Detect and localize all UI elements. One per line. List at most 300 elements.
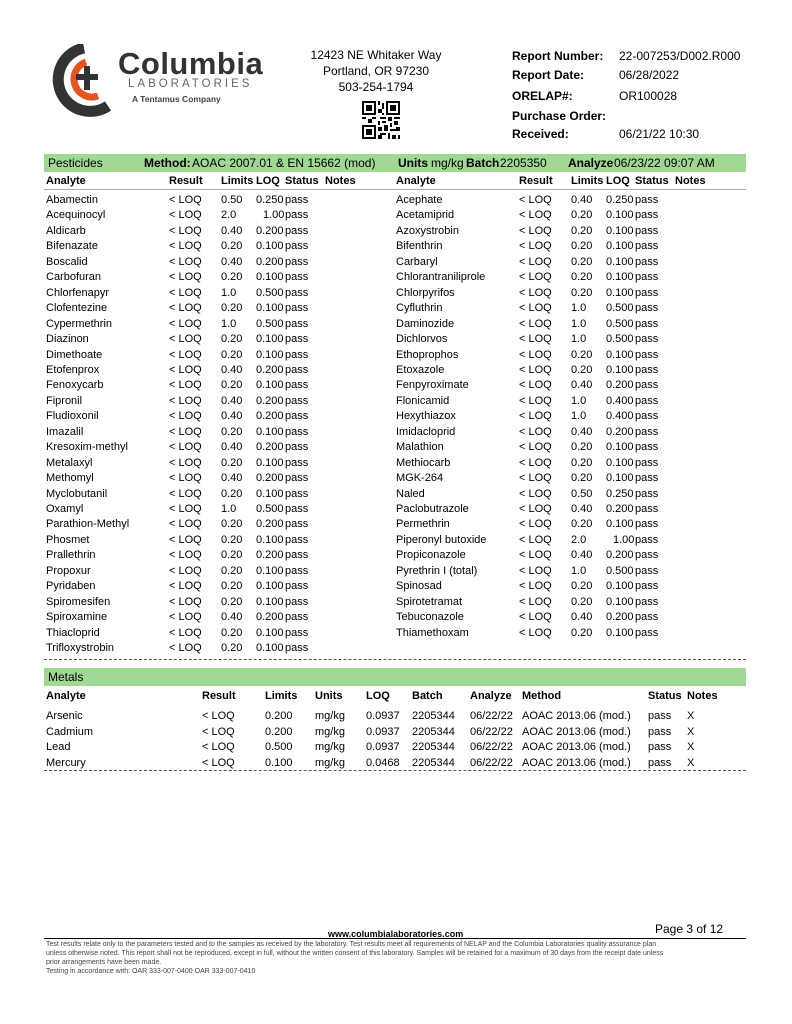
pest-right-loq: 0.500 <box>606 333 634 346</box>
col-status-right: Status <box>635 175 669 187</box>
pest-right-analyte: Etoxazole <box>396 363 445 376</box>
pest-left-status: pass <box>285 580 309 593</box>
pest-right-limits: 0.20 <box>571 580 593 593</box>
metal-status: pass <box>648 725 672 738</box>
address-line1: 12423 NE Whitaker Way <box>310 48 442 62</box>
pest-left-analyte: Propoxur <box>46 564 91 577</box>
pest-right-result: < LOQ <box>519 379 552 392</box>
pest-left-loq: 0.200 <box>256 363 284 376</box>
pest-right-status: pass <box>635 379 659 392</box>
pest-right-analyte: Azoxystrobin <box>396 224 459 237</box>
pest-left-loq: 0.100 <box>256 533 284 546</box>
pest-right-loq: 0.100 <box>606 255 634 268</box>
pest-right-loq: 0.200 <box>606 379 634 392</box>
pest-left-loq: 0.100 <box>256 456 284 469</box>
pest-right-loq: 0.100 <box>606 518 634 531</box>
pest-left-loq: 0.250 <box>256 194 284 206</box>
method-value: AOAC 2007.01 & EN 15662 (mod) <box>192 156 376 170</box>
pest-left-loq: 0.500 <box>256 286 284 299</box>
units-label: Units <box>398 156 428 170</box>
pest-left-limits: 0.40 <box>221 472 243 485</box>
pest-right-analyte: Piperonyl butoxide <box>396 533 487 546</box>
pest-left-limits: 0.20 <box>221 379 243 392</box>
pest-right-loq: 0.250 <box>606 487 634 500</box>
metal-notes: X <box>687 725 695 738</box>
address-line2: Portland, OR 97230 <box>322 64 430 78</box>
pest-left-status: pass <box>285 487 309 500</box>
pest-right-limits: 0.40 <box>571 379 593 392</box>
pest-left-limits: 2.0 <box>221 209 237 222</box>
report-number-label: Report Number: <box>512 49 604 63</box>
metal-result: < LOQ <box>202 756 235 769</box>
pest-left-result: < LOQ <box>169 194 202 206</box>
report-date-label: Report Date: <box>512 68 585 82</box>
pest-right-status: pass <box>635 255 659 268</box>
pest-left-analyte: Aldicarb <box>46 224 86 237</box>
received-date: 06/21/22 10:30 <box>619 127 700 141</box>
metal-units: mg/kg <box>315 756 345 769</box>
pest-right-status: pass <box>635 503 659 515</box>
pest-right-status: pass <box>635 456 659 469</box>
pest-right-result: < LOQ <box>519 209 552 222</box>
metal-method: AOAC 2013.06 (mod.) <box>522 741 631 753</box>
pest-right-limits: 0.20 <box>571 348 593 361</box>
pest-left-result: < LOQ <box>169 240 202 253</box>
metals-col-units: Units <box>315 690 343 702</box>
pest-left-result: < LOQ <box>169 302 202 315</box>
pest-right-status: pass <box>635 410 659 423</box>
pest-right-status: pass <box>635 194 659 206</box>
pest-left-loq: 0.200 <box>256 255 284 268</box>
pest-left-analyte: Spiroxamine <box>46 611 108 624</box>
metal-loq: 0.0937 <box>366 725 400 738</box>
metal-notes: X <box>687 756 695 769</box>
pest-left-limits: 0.20 <box>221 302 243 315</box>
pest-left-analyte: Trifloxystrobin <box>46 642 115 655</box>
pest-right-limits: 0.20 <box>571 441 593 454</box>
pest-left-analyte: Kresoxim-methyl <box>46 441 128 454</box>
pest-right-analyte: Acetamiprid <box>396 209 455 222</box>
pest-right-loq: 0.100 <box>606 456 634 469</box>
pest-right-status: pass <box>635 240 659 253</box>
metal-notes: X <box>687 710 695 722</box>
pest-left-analyte: Parathion-Methyl <box>46 518 130 531</box>
pest-left-analyte: Boscalid <box>46 255 88 268</box>
metal-result: < LOQ <box>202 710 235 722</box>
pest-left-limits: 0.20 <box>221 595 243 608</box>
pest-right-loq: 0.100 <box>606 472 634 485</box>
pest-right-result: < LOQ <box>519 518 552 531</box>
metals-col-result: Result <box>202 690 236 702</box>
pest-left-limits: 0.40 <box>221 441 243 454</box>
pest-left-status: pass <box>285 224 309 237</box>
metal-analyte: Arsenic <box>46 710 83 722</box>
pest-right-loq: 0.100 <box>606 441 634 454</box>
pest-left-analyte: Clofentezine <box>46 302 108 315</box>
pest-right-status: pass <box>635 317 659 330</box>
metals-col-notes: Notes <box>687 690 718 702</box>
pest-right-result: < LOQ <box>519 456 552 469</box>
pest-right-analyte: Flonicamid <box>396 394 450 407</box>
pest-right-loq: 0.200 <box>606 611 634 624</box>
pest-left-result: < LOQ <box>169 255 202 268</box>
pest-left-result: < LOQ <box>169 286 202 299</box>
pest-left-status: pass <box>285 425 309 438</box>
pest-right-limits: 0.50 <box>571 487 593 500</box>
pest-left-status: pass <box>285 271 309 284</box>
metal-units: mg/kg <box>315 725 345 738</box>
metal-method: AOAC 2013.06 (mod.) <box>522 725 631 738</box>
pest-left-analyte: Fipronil <box>46 394 83 407</box>
pest-right-limits: 2.0 <box>571 533 587 546</box>
metals-divider <box>44 770 746 771</box>
pest-left-status: pass <box>285 410 309 423</box>
col-status-left: Status <box>285 175 319 187</box>
pest-right-result: < LOQ <box>519 472 552 485</box>
pest-right-result: < LOQ <box>519 425 552 438</box>
footer-line2: unless otherwise noted. This report shall not be reproduced, except in full, without the written consent of this laboratory. Samples will be retained for a maximum of 30 days from the receipt date unless <box>46 950 664 957</box>
pest-left-status: pass <box>285 611 309 624</box>
metals-col-analyze: Analyze <box>470 690 512 702</box>
pest-left-loq: 0.100 <box>256 302 284 315</box>
pest-left-analyte: Etofenprox <box>46 363 100 376</box>
pest-right-analyte: Spinosad <box>396 580 442 593</box>
pest-right-limits: 0.20 <box>571 456 593 469</box>
pest-left-analyte: Thiacloprid <box>46 626 100 639</box>
pest-left-limits: 0.20 <box>221 425 243 438</box>
pest-left-status: pass <box>285 348 309 361</box>
metal-limits: 0.200 <box>265 725 293 738</box>
pest-right-analyte: Thiamethoxam <box>396 626 469 639</box>
pest-left-status: pass <box>285 626 309 639</box>
pest-left-result: < LOQ <box>169 425 202 438</box>
pest-right-limits: 1.0 <box>571 564 587 577</box>
pest-right-limits: 0.20 <box>571 271 593 284</box>
header-rule <box>44 189 746 190</box>
pest-right-result: < LOQ <box>519 611 552 624</box>
pest-left-result: < LOQ <box>169 441 202 454</box>
pest-left-result: < LOQ <box>169 224 202 237</box>
pest-right-result: < LOQ <box>519 626 552 639</box>
metal-units: mg/kg <box>315 741 345 753</box>
pest-left-loq: 0.100 <box>256 595 284 608</box>
pest-left-result: < LOQ <box>169 611 202 624</box>
metal-analyte: Cadmium <box>46 725 94 738</box>
pest-right-status: pass <box>635 533 659 546</box>
pest-right-result: < LOQ <box>519 487 552 500</box>
metals-col-method: Method <box>522 690 562 702</box>
pest-right-limits: 0.20 <box>571 255 593 268</box>
pest-right-loq: 0.200 <box>606 425 634 438</box>
metal-analyze: 06/22/22 <box>470 756 513 769</box>
pest-left-loq: 0.200 <box>256 394 284 407</box>
metals-title: Metals <box>48 670 84 684</box>
pest-left-result: < LOQ <box>169 642 202 655</box>
metal-loq: 0.0468 <box>366 756 400 769</box>
pest-right-loq: 0.100 <box>606 240 634 253</box>
metal-batch: 2205344 <box>412 710 455 722</box>
received-label: Received: <box>512 127 569 141</box>
pest-left-analyte: Spiromesifen <box>46 595 111 608</box>
pest-right-result: < LOQ <box>519 255 552 268</box>
pest-right-status: pass <box>635 472 659 485</box>
col-limits-left: Limits <box>221 175 254 187</box>
analyze-value: 06/23/22 09:07 AM <box>614 156 715 170</box>
pest-left-analyte: Prallethrin <box>46 549 96 562</box>
pest-left-status: pass <box>285 317 309 330</box>
pest-left-analyte: Fludioxonil <box>46 410 99 423</box>
pest-left-limits: 1.0 <box>221 286 237 299</box>
metal-limits: 0.200 <box>265 710 293 722</box>
pest-left-analyte: Oxamyl <box>46 503 84 515</box>
pest-left-limits: 1.0 <box>221 503 237 515</box>
col-result-left: Result <box>169 175 203 187</box>
pest-right-analyte: Pyrethrin I (total) <box>396 564 478 577</box>
metals-section-bar <box>44 668 746 686</box>
pest-left-result: < LOQ <box>169 487 202 500</box>
pest-right-result: < LOQ <box>519 580 552 593</box>
col-result-right: Result <box>519 175 553 187</box>
pest-right-status: pass <box>635 363 659 376</box>
pest-right-analyte: Paclobutrazole <box>396 503 469 515</box>
pest-left-status: pass <box>285 333 309 346</box>
pest-right-analyte: Chlorpyrifos <box>396 286 455 299</box>
pest-right-analyte: MGK-264 <box>396 472 444 485</box>
pest-right-status: pass <box>635 611 659 624</box>
pest-right-limits: 0.20 <box>571 209 593 222</box>
metal-batch: 2205344 <box>412 741 455 753</box>
pest-left-analyte: Carbofuran <box>46 271 102 284</box>
pest-left-limits: 0.20 <box>221 487 243 500</box>
footer-url[interactable]: www.columbialaboratories.com <box>328 929 464 939</box>
orelap-label: ORELAP#: <box>512 89 573 103</box>
pest-right-limits: 0.20 <box>571 240 593 253</box>
pest-right-loq: 0.100 <box>606 209 634 222</box>
pest-left-limits: 0.20 <box>221 333 243 346</box>
pest-left-analyte: Methomyl <box>46 472 94 485</box>
pest-right-result: < LOQ <box>519 410 552 423</box>
pest-left-analyte: Phosmet <box>46 533 90 546</box>
pest-right-loq: 0.100 <box>606 271 634 284</box>
pest-left-result: < LOQ <box>169 363 202 376</box>
pest-left-limits: 0.20 <box>221 518 243 531</box>
pest-left-result: < LOQ <box>169 348 202 361</box>
pest-right-loq: 0.500 <box>606 302 634 315</box>
metal-units: mg/kg <box>315 710 345 722</box>
pest-right-result: < LOQ <box>519 240 552 253</box>
col-analyte-left: Analyte <box>46 175 86 187</box>
pest-left-result: < LOQ <box>169 533 202 546</box>
tentamus-label: A Tentamus Company <box>132 94 221 104</box>
pest-right-loq: 0.100 <box>606 595 634 608</box>
pest-right-result: < LOQ <box>519 302 552 315</box>
pest-right-loq: 0.100 <box>606 286 634 299</box>
metal-loq: 0.0937 <box>366 710 400 722</box>
pest-right-analyte: Carbaryl <box>396 255 438 268</box>
pest-left-analyte: Diazinon <box>46 333 89 346</box>
pest-right-status: pass <box>635 333 659 346</box>
footer-line3: prior arrangements have been made. <box>46 959 162 966</box>
metal-limits: 0.500 <box>265 741 293 753</box>
metal-status: pass <box>648 756 672 769</box>
pest-left-result: < LOQ <box>169 456 202 469</box>
pest-right-loq: 0.200 <box>606 503 634 515</box>
pest-right-analyte: Hexythiazox <box>396 410 456 423</box>
pest-right-status: pass <box>635 441 659 454</box>
pest-right-status: pass <box>635 564 659 577</box>
pest-right-analyte: Imidacloprid <box>396 425 456 438</box>
pest-right-analyte: Cyfluthrin <box>396 302 443 315</box>
pest-right-analyte: Acephate <box>396 194 443 206</box>
col-loq-left: LOQ <box>256 175 280 187</box>
pest-right-analyte: Malathion <box>396 441 444 454</box>
phone: 503-254-1794 <box>338 80 414 94</box>
pest-left-status: pass <box>285 379 309 392</box>
pesticides-divider <box>44 659 746 660</box>
pest-right-limits: 1.0 <box>571 410 587 423</box>
pest-right-limits: 0.20 <box>571 224 593 237</box>
pest-right-result: < LOQ <box>519 271 552 284</box>
col-notes-right: Notes <box>675 175 706 187</box>
pest-right-result: < LOQ <box>519 363 552 376</box>
pest-left-analyte: Abamectin <box>46 194 98 206</box>
pest-right-limits: 0.40 <box>571 425 593 438</box>
pest-right-loq: 0.500 <box>606 564 634 577</box>
pest-right-status: pass <box>635 580 659 593</box>
pest-right-analyte: Bifenthrin <box>396 240 443 253</box>
footer-rule <box>44 938 746 939</box>
pest-right-limits: 1.0 <box>571 317 587 330</box>
pest-right-status: pass <box>635 626 659 639</box>
pesticides-title: Pesticides <box>48 156 103 170</box>
pest-left-limits: 1.0 <box>221 317 237 330</box>
pest-right-limits: 0.20 <box>571 363 593 376</box>
report-number: 22-007253/D002.R000 <box>619 49 741 63</box>
pest-right-status: pass <box>635 271 659 284</box>
pest-left-analyte: Cypermethrin <box>46 317 113 330</box>
pest-right-limits: 0.40 <box>571 194 593 206</box>
pest-left-loq: 0.100 <box>256 348 284 361</box>
pest-right-status: pass <box>635 286 659 299</box>
pest-left-result: < LOQ <box>169 595 202 608</box>
metal-result: < LOQ <box>202 741 235 753</box>
pest-left-status: pass <box>285 503 309 515</box>
pest-right-analyte: Methiocarb <box>396 456 451 469</box>
pest-left-limits: 0.20 <box>221 533 243 546</box>
pest-left-loq: 0.100 <box>256 642 284 655</box>
pest-right-result: < LOQ <box>519 194 552 206</box>
pest-right-limits: 0.40 <box>571 503 593 515</box>
pest-left-loq: 0.100 <box>256 240 284 253</box>
metal-analyze: 06/22/22 <box>470 741 513 753</box>
metal-batch: 2205344 <box>412 756 455 769</box>
pest-left-loq: 0.100 <box>256 626 284 639</box>
pest-right-status: pass <box>635 209 659 222</box>
pest-left-status: pass <box>285 441 309 454</box>
company-subtitle: LABORATORIES <box>128 78 253 90</box>
pest-right-limits: 1.0 <box>571 302 587 315</box>
metal-status: pass <box>648 710 672 722</box>
pest-right-status: pass <box>635 302 659 315</box>
pest-left-loq: 0.200 <box>256 549 284 562</box>
pest-right-analyte: Ethoprophos <box>396 348 459 361</box>
pest-left-result: < LOQ <box>169 209 202 222</box>
pest-left-status: pass <box>285 549 309 562</box>
pest-right-limits: 0.20 <box>571 518 593 531</box>
metal-method: AOAC 2013.06 (mod.) <box>522 756 631 769</box>
pest-right-status: pass <box>635 425 659 438</box>
pest-right-status: pass <box>635 487 659 500</box>
footer-line1: Test results relate only to the parameters tested and to the samples as received by the laboratory. Test results meet all requirements of NELAP and the Columbia Laboratories quality assurance plan <box>46 941 657 948</box>
pest-left-analyte: Imazalil <box>46 425 84 438</box>
col-notes-left: Notes <box>325 175 356 187</box>
pest-left-loq: 0.100 <box>256 564 284 577</box>
purchase-order-label: Purchase Order: <box>512 109 607 123</box>
metals-col-limits: Limits <box>265 690 298 702</box>
pest-right-loq: 0.100 <box>606 224 634 237</box>
pest-right-result: < LOQ <box>519 564 552 577</box>
pest-left-limits: 0.20 <box>221 456 243 469</box>
pest-right-result: < LOQ <box>519 441 552 454</box>
pest-left-loq: 0.200 <box>256 518 284 531</box>
pest-left-loq: 0.500 <box>256 317 284 330</box>
pest-right-loq: 0.100 <box>606 363 634 376</box>
pest-right-status: pass <box>635 595 659 608</box>
metals-col-analyte: Analyte <box>46 690 86 702</box>
qr-code <box>362 101 400 139</box>
pest-right-loq: 0.250 <box>606 194 634 206</box>
pest-right-status: pass <box>635 394 659 407</box>
pest-right-result: < LOQ <box>519 549 552 562</box>
pest-left-limits: 0.40 <box>221 410 243 423</box>
pest-left-loq: 0.200 <box>256 224 284 237</box>
pest-left-limits: 0.40 <box>221 611 243 624</box>
pest-left-limits: 0.50 <box>221 194 243 206</box>
pest-left-status: pass <box>285 194 309 206</box>
metal-analyze: 06/22/22 <box>470 710 513 722</box>
pest-right-limits: 0.20 <box>571 626 593 639</box>
metal-status: pass <box>648 741 672 753</box>
pest-left-loq: 0.100 <box>256 333 284 346</box>
pest-left-result: < LOQ <box>169 503 202 515</box>
pest-right-analyte: Fenpyroximate <box>396 379 469 392</box>
pest-left-loq: 0.100 <box>256 580 284 593</box>
pest-right-analyte: Spirotetramat <box>396 595 463 608</box>
page-number: Page 3 of 12 <box>655 922 724 936</box>
pest-left-loq: 0.200 <box>256 611 284 624</box>
pest-left-loq: 0.100 <box>256 487 284 500</box>
pest-left-status: pass <box>285 240 309 253</box>
pest-right-analyte: Chlorantraniliprole <box>396 271 486 284</box>
pest-right-limits: 0.40 <box>571 611 593 624</box>
metal-result: < LOQ <box>202 725 235 738</box>
pest-right-status: pass <box>635 518 659 531</box>
pest-left-limits: 0.40 <box>221 363 243 376</box>
pest-left-result: < LOQ <box>169 394 202 407</box>
method-label: Method: <box>144 156 191 170</box>
pest-right-limits: 1.0 <box>571 394 587 407</box>
pest-left-analyte: Acequinocyl <box>46 209 106 222</box>
pest-left-loq: 0.100 <box>256 271 284 284</box>
company-name: Columbia <box>118 46 264 81</box>
pest-left-result: < LOQ <box>169 271 202 284</box>
pest-right-result: < LOQ <box>519 286 552 299</box>
pest-left-status: pass <box>285 564 309 577</box>
pest-left-limits: 0.40 <box>221 255 243 268</box>
pest-left-limits: 0.40 <box>221 224 243 237</box>
pest-left-analyte: Pyridaben <box>46 580 96 593</box>
metal-analyte: Lead <box>46 741 71 753</box>
